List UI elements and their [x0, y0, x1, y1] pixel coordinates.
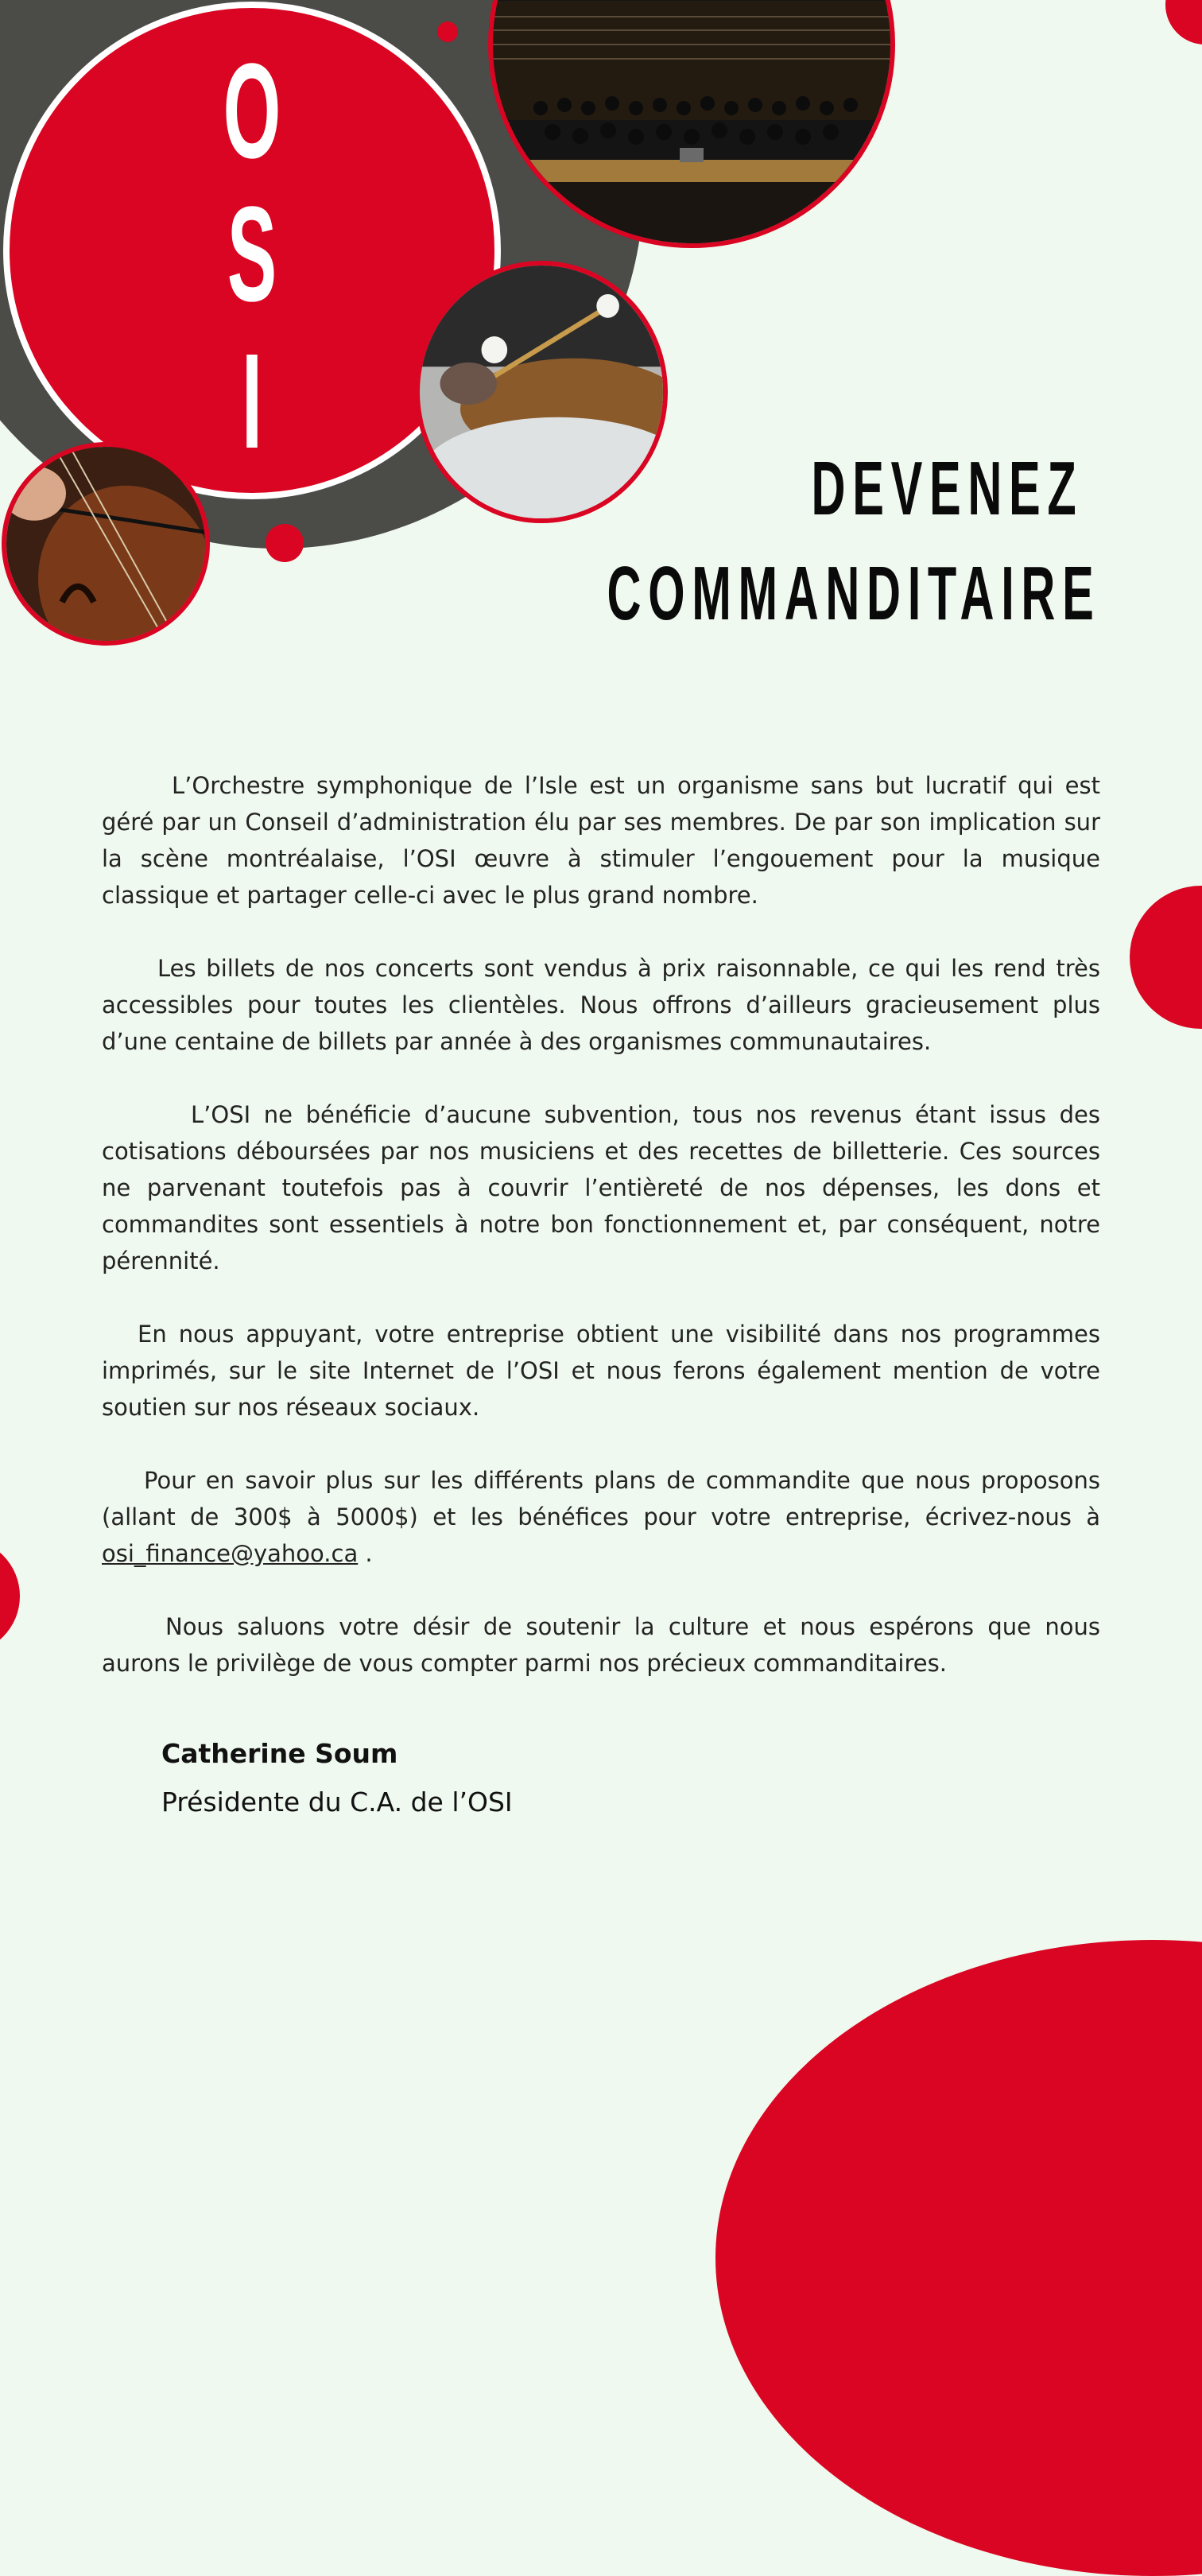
cello-photo — [2, 442, 210, 646]
side-red-circle — [1130, 886, 1202, 1029]
signature-name: Catherine Soum — [161, 1738, 398, 1769]
timpani-photo — [415, 261, 668, 523]
paragraph-closing: Nous saluons votre désir de soutenir la culture et nous espérons que nous aurons le privilège de vous compter parmi nos précieux commanditaires. — [102, 1613, 1100, 1677]
heading-line-commanditaire: COMMANDITAIRE — [607, 551, 1100, 636]
small-red-dot — [266, 524, 304, 562]
email-link[interactable]: osi_finance@yahoo.ca — [102, 1540, 359, 1567]
contact-text: Pour en savoir plus sur les différents plans de commandite que nous proposons (allant de 300$ à 5000$) et les bénéfices pour votre entreprise, écrivez-nous à — [102, 1467, 1100, 1530]
paragraph-mission: L’Orchestre symphonique de l’Isle est un organisme sans but lucratif qui est géré par un Conseil d’administration élu par ses membres. De par son implication sur la scène montréalaise, l’OSI œuvre à stimuler l’engouement pour la musique classique et partager celle-ci avec le plus grand nombre. — [102, 772, 1100, 909]
bottom-red-blob — [715, 1940, 1202, 2576]
small-red-dot — [437, 21, 458, 42]
paragraph-funding: L’OSI ne bénéficie d’aucune subvention, tous nos revenus étant issus des cotisations déboursées par nos musiciens et des recettes de billetterie. Ces sources ne parvenant toutefois pas à couvrir l’entièreté de nos dépenses, les dons et commandites sont essentiels à notre bon fonctionnement et, par conséquent, notre pérennité. — [102, 1101, 1100, 1274]
logo-letter-s: S — [227, 179, 277, 330]
heading-line-devenez: DEVENEZ — [811, 446, 1083, 531]
paragraph-visibility: En nous appuyant, votre entreprise obtient une visibilité dans nos programmes imprimés, sur le site Internet de l’OSI et nous ferons également mention de votre soutien sur nos réseaux sociaux. — [102, 1321, 1100, 1421]
contact-text-end: . — [358, 1540, 373, 1567]
corner-red-dot — [1165, 0, 1202, 45]
side-red-circle — [0, 1538, 20, 1654]
paragraph-contact — [102, 1462, 1100, 1572]
letter-body — [102, 767, 1100, 1718]
paragraph-tickets: Les billets de nos concerts sont vendus à prix raisonnable, ce qui les rend très accessibles pour toutes les clientèles. Nous offrons d’ailleurs gracieusement plus d’une centaine de billets par année à des organismes communautaires. — [102, 955, 1100, 1055]
logo-letter-o: O — [223, 36, 281, 187]
signature-title: Présidente du C.A. de l’OSI — [161, 1787, 513, 1818]
logo-letter-i: I — [242, 326, 262, 477]
